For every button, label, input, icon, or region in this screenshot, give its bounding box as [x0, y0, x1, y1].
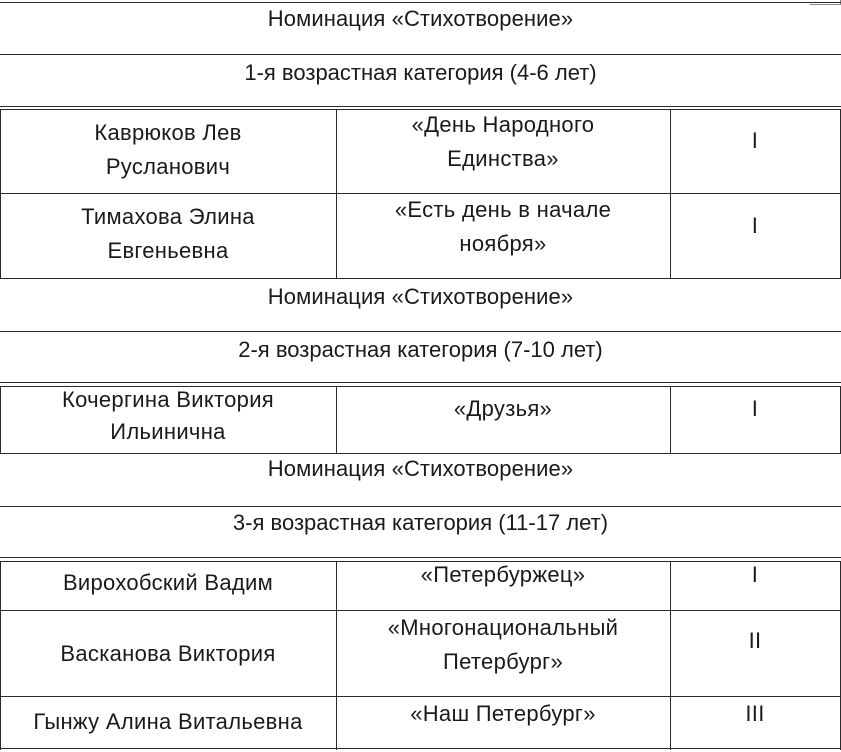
work-title: [336, 193, 670, 261]
work-title: «Наш Петербург»: [410, 701, 596, 726]
name-line: Ильинична: [110, 419, 226, 444]
age-category-title: 2-я возрастная категория (7-10 лет): [238, 337, 603, 362]
participant-name: [0, 116, 336, 184]
work-line: Петербург»: [443, 649, 563, 674]
work-line: «День Народного: [411, 112, 595, 137]
name-line: Тимахова Элина: [81, 204, 255, 229]
participant-name: [0, 200, 336, 268]
work-title: «Друзья»: [453, 396, 553, 421]
rule: [0, 106, 841, 107]
name-line: Русланович: [105, 154, 231, 179]
table-bottom-border: [0, 278, 841, 279]
rule: [0, 331, 841, 332]
work-title: [336, 108, 670, 176]
work-line: «Многонациональный: [387, 615, 619, 640]
work-title: «Петербуржец»: [420, 562, 586, 587]
place: III: [745, 701, 765, 726]
place: I: [751, 396, 759, 421]
age-category-title: 3-я возрастная категория (11-17 лет): [232, 510, 609, 535]
place: I: [751, 562, 759, 587]
participant-name: [0, 384, 336, 448]
name-line: Евгеньевна: [107, 238, 229, 263]
rule: [0, 382, 841, 383]
rule: [0, 2, 841, 3]
work-line: ноября»: [459, 231, 547, 256]
nomination-title: Номинация «Стихотворение»: [267, 6, 574, 31]
work-line: Единства»: [447, 146, 559, 171]
name-line: Кочергина Виктория: [61, 387, 275, 412]
participant-name: Вирохобский Вадим: [62, 570, 274, 595]
place: II: [748, 628, 762, 653]
participant-name: Гынжу Алина Витальевна: [33, 709, 303, 734]
nomination-title: Номинация «Стихотворение»: [267, 284, 574, 309]
place: I: [751, 213, 759, 238]
table-bottom-border: [0, 748, 841, 749]
name-line: Каврюков Лев: [94, 120, 242, 145]
work-title: [336, 611, 670, 679]
table-bottom-border: [0, 453, 841, 454]
place: I: [751, 128, 759, 153]
age-category-title: 1-я возрастная категория (4-6 лет): [244, 60, 597, 85]
rule: [0, 54, 841, 55]
rule: [0, 506, 841, 507]
participant-name: Васканова Виктория: [60, 641, 276, 666]
nomination-title: Номинация «Стихотворение»: [267, 456, 574, 481]
work-line: «Есть день в начале: [394, 197, 612, 222]
